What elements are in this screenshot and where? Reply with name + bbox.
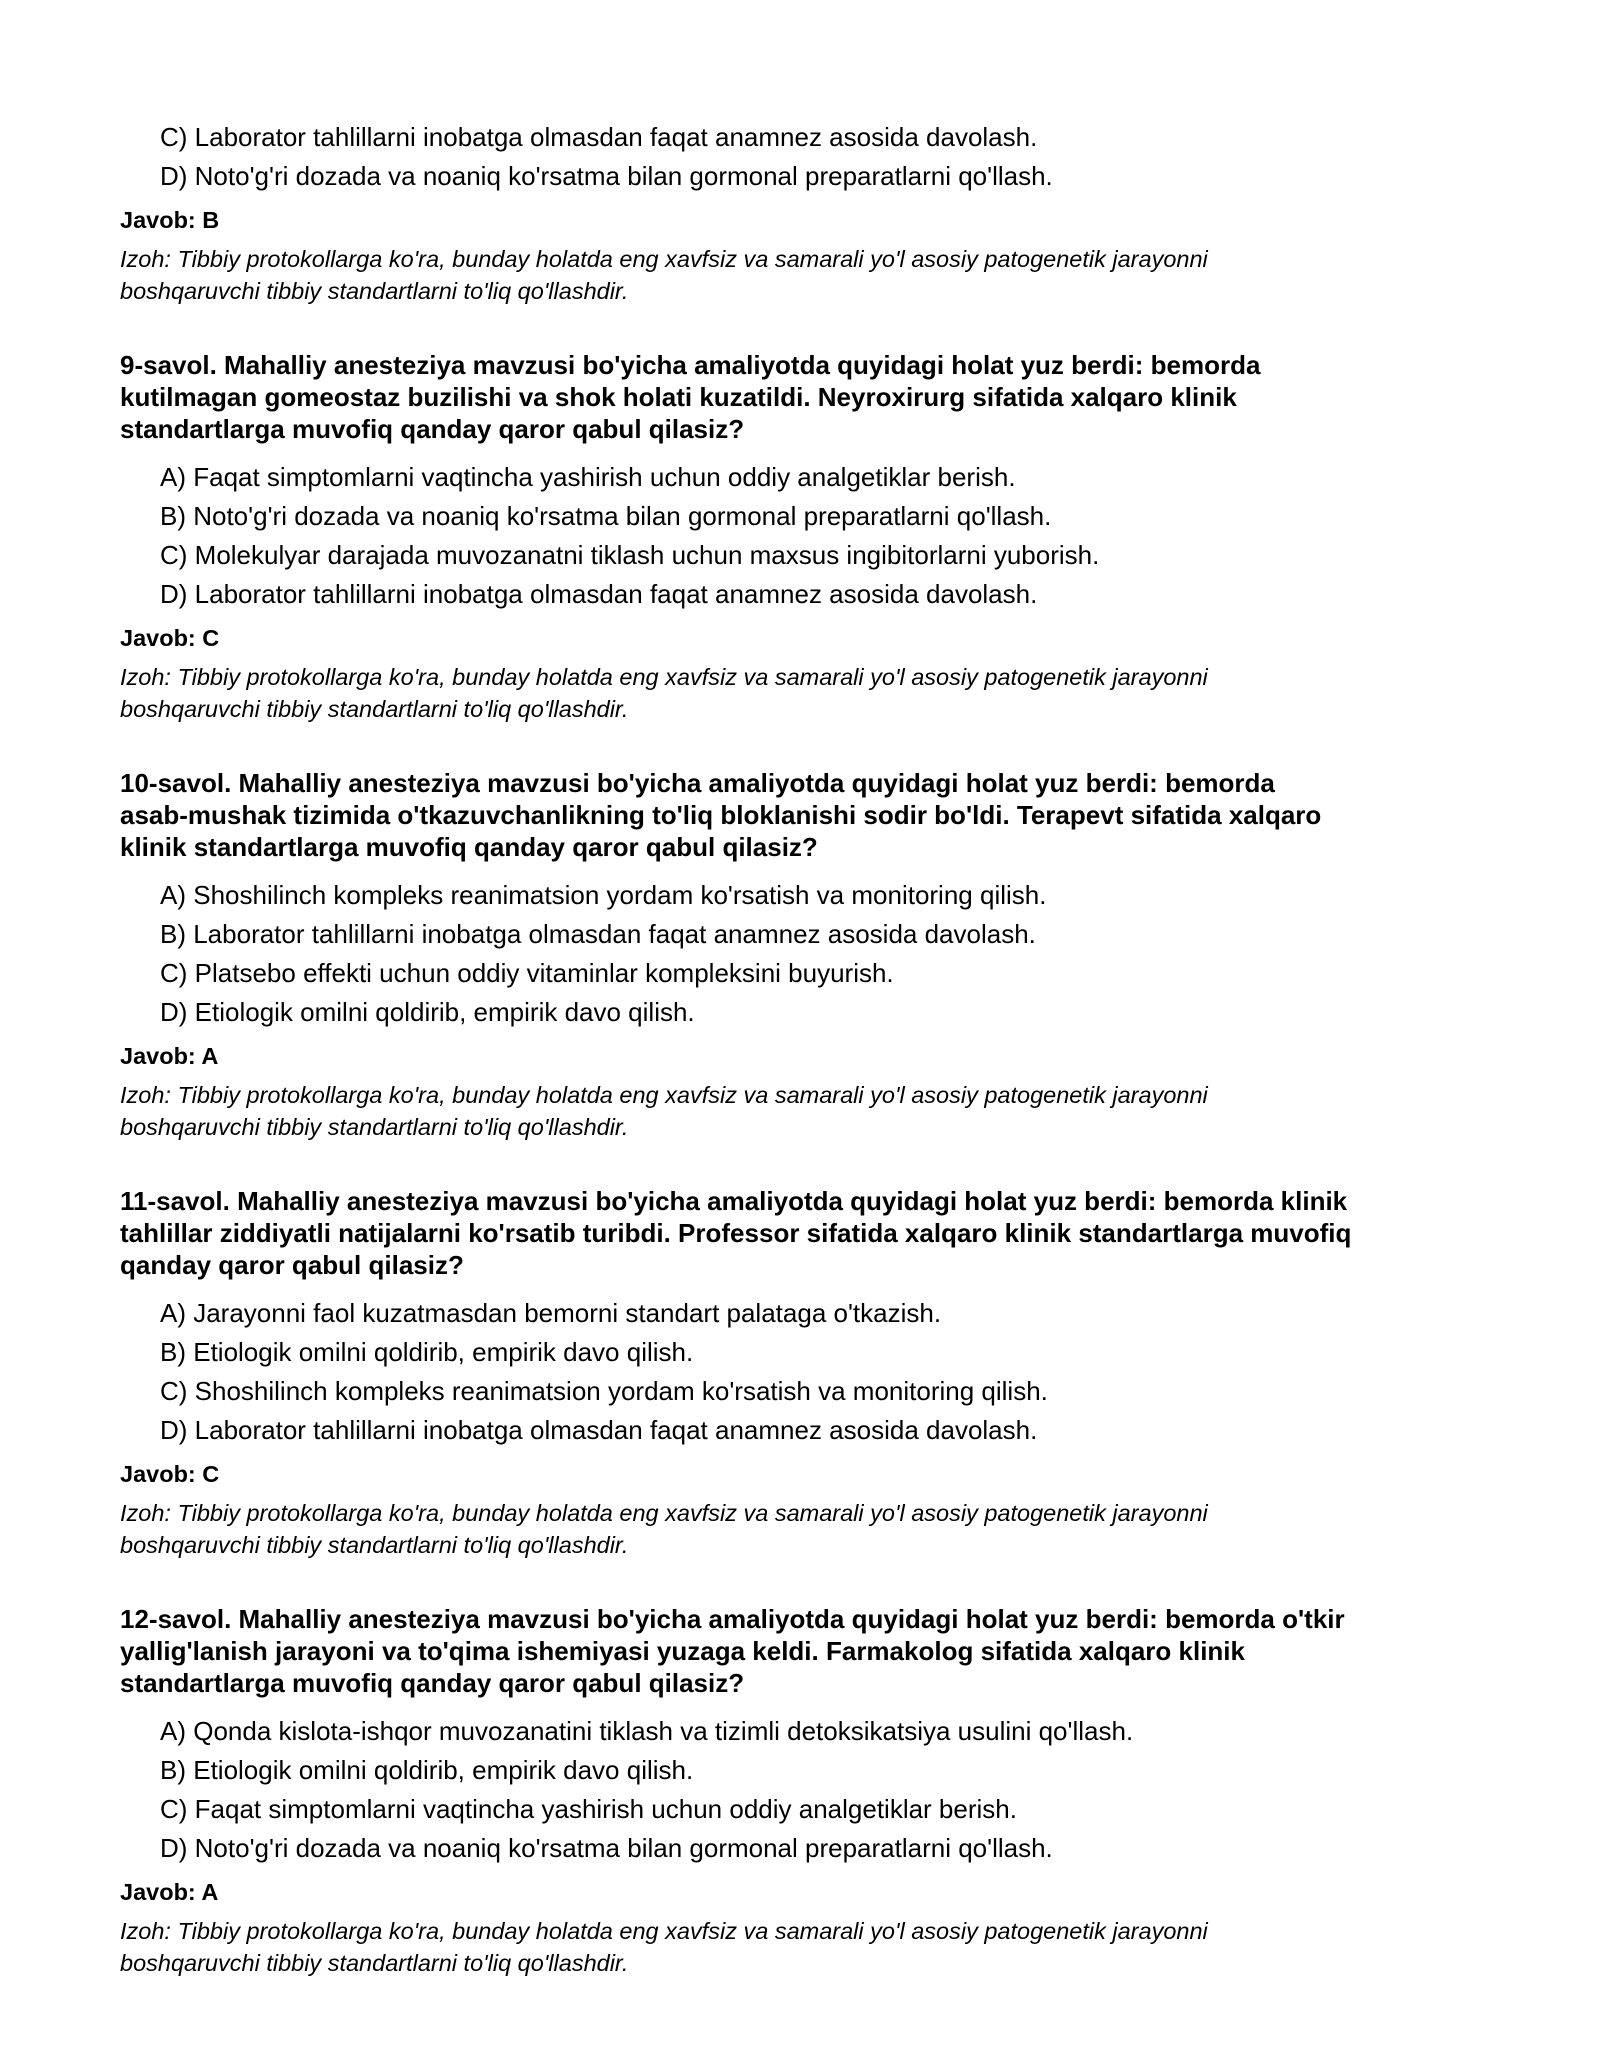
question-line: kutilmagan gomeostaz buzilishi va shok holati kuzatildi. Neyroxirurg sifatida xalqaro klinik	[120, 382, 1237, 412]
question-text	[120, 349, 1500, 445]
answer-option-b: B) Etiologik omilni qoldirib, empirik davo qilish.	[160, 1755, 694, 1785]
answer-option-c: C) Shoshilinch kompleks reanimatsion yordam ko'rsatish va monitoring qilish.	[160, 1376, 1048, 1406]
question-10	[120, 767, 1500, 1143]
answer-option-d: D) Etiologik omilni qoldirib, empirik davo qilish.	[160, 997, 695, 1027]
explanation-note	[120, 1915, 1500, 1979]
document-page	[120, 118, 1500, 1979]
answer-options	[120, 1712, 1500, 1868]
answer-option-c: C) Molekulyar darajada muvozanatni tiklash uchun maxsus ingibitorlarni yuborish.	[160, 540, 1100, 570]
explanation-line: Izoh: Tibbiy protokollarga ko'ra, bunday holatda eng xavfsiz va samarali yo'l asosiy patogenetik jarayonni	[120, 1500, 1208, 1526]
question-line: tahlillar ziddiyatli natijalarni ko'rsatib turibdi. Professor sifatida xalqaro klinik standartlarga muvofiq	[120, 1218, 1352, 1248]
answer-option-a: A) Shoshilinch kompleks reanimatsion yordam ko'rsatish va monitoring qilish.	[160, 880, 1047, 910]
answer-option-d: D) Laborator tahlillarni inobatga olmasdan faqat anamnez asosida davolash.	[160, 1415, 1038, 1445]
question-line: standartlarga muvofiq qanday qaror qabul qilasiz?	[120, 414, 745, 444]
answer-key: Javob: A	[120, 1043, 219, 1069]
explanation-note	[120, 661, 1500, 725]
explanation-line: boshqaruvchi tibbiy standartlarni to'liq qo'llashdir.	[120, 1114, 629, 1140]
explanation-note	[120, 243, 1500, 307]
answer-option-c: C) Platsebo effekti uchun oddiy vitaminlar kompleksini buyurish.	[160, 958, 894, 988]
question-11	[120, 1185, 1500, 1561]
question-line: 11-savol. Mahalliy anesteziya mavzusi bo'yicha amaliyotda quyidagi holat yuz berdi: bemorda klinik	[120, 1186, 1348, 1216]
answer-key: Javob: A	[120, 1879, 219, 1905]
question-8-continuation	[120, 118, 1500, 307]
answer-option-a: A) Qonda kislota-ishqor muvozanatini tiklash va tizimli detoksikatsiya usulini qo'llash.	[160, 1716, 1134, 1746]
answer-options	[120, 118, 1500, 196]
question-12	[120, 1603, 1500, 1979]
question-line: klinik standartlarga muvofiq qanday qaror qabul qilasiz?	[120, 832, 818, 862]
answer-option-a: A) Faqat simptomlarni vaqtincha yashirish uchun oddiy analgetiklar berish.	[160, 462, 1016, 492]
question-line: 12-savol. Mahalliy anesteziya mavzusi bo'yicha amaliyotda quyidagi holat yuz berdi: bemorda o'tkir	[120, 1604, 1345, 1634]
answer-options	[120, 876, 1500, 1032]
question-line: 9-savol. Mahalliy anesteziya mavzusi bo'yicha amaliyotda quyidagi holat yuz berdi: bemorda	[120, 350, 1261, 380]
explanation-line: boshqaruvchi tibbiy standartlarni to'liq qo'llashdir.	[120, 1532, 629, 1558]
answer-options	[120, 458, 1500, 614]
answer-key: Javob: B	[120, 207, 220, 233]
question-text	[120, 1185, 1500, 1281]
answer-option-d: D) Laborator tahlillarni inobatga olmasdan faqat anamnez asosida davolash.	[160, 579, 1038, 609]
answer-option-a: A) Jarayonni faol kuzatmasdan bemorni standart palataga o'tkazish.	[160, 1298, 942, 1328]
explanation-line: Izoh: Tibbiy protokollarga ko'ra, bunday holatda eng xavfsiz va samarali yo'l asosiy patogenetik jarayonni	[120, 1918, 1208, 1944]
question-line: asab-mushak tizimida o'tkazuvchanlikning to'liq bloklanishi sodir bo'ldi. Terapevt sifatida xalqaro	[120, 800, 1322, 830]
explanation-note	[120, 1497, 1500, 1561]
answer-option-c: C) Laborator tahlillarni inobatga olmasdan faqat anamnez asosida davolash.	[160, 122, 1038, 152]
answer-option-d: D) Noto'g'ri dozada va noaniq ko'rsatma bilan gormonal preparatlarni qo'llash.	[160, 1833, 1053, 1863]
answer-option-b: B) Laborator tahlillarni inobatga olmasdan faqat anamnez asosida davolash.	[160, 919, 1036, 949]
question-line: qanday qaror qabul qilasiz?	[120, 1250, 464, 1280]
answer-key: Javob: C	[120, 625, 220, 651]
answer-key: Javob: C	[120, 1461, 220, 1487]
explanation-note	[120, 1079, 1500, 1143]
question-line: standartlarga muvofiq qanday qaror qabul qilasiz?	[120, 1668, 745, 1698]
answer-option-d: D) Noto'g'ri dozada va noaniq ko'rsatma bilan gormonal preparatlarni qo'llash.	[160, 161, 1053, 191]
question-text	[120, 1603, 1500, 1699]
answer-options	[120, 1294, 1500, 1450]
question-9	[120, 349, 1500, 725]
explanation-line: Izoh: Tibbiy protokollarga ko'ra, bunday holatda eng xavfsiz va samarali yo'l asosiy patogenetik jarayonni	[120, 246, 1208, 272]
explanation-line: Izoh: Tibbiy protokollarga ko'ra, bunday holatda eng xavfsiz va samarali yo'l asosiy patogenetik jarayonni	[120, 664, 1208, 690]
answer-option-c: C) Faqat simptomlarni vaqtincha yashirish uchun oddiy analgetiklar berish.	[160, 1794, 1017, 1824]
explanation-line: boshqaruvchi tibbiy standartlarni to'liq qo'llashdir.	[120, 1950, 629, 1976]
question-text	[120, 767, 1500, 863]
explanation-line: boshqaruvchi tibbiy standartlarni to'liq qo'llashdir.	[120, 278, 629, 304]
answer-option-b: B) Noto'g'ri dozada va noaniq ko'rsatma bilan gormonal preparatlarni qo'llash.	[160, 501, 1052, 531]
answer-option-b: B) Etiologik omilni qoldirib, empirik davo qilish.	[160, 1337, 694, 1367]
question-line: 10-savol. Mahalliy anesteziya mavzusi bo'yicha amaliyotda quyidagi holat yuz berdi: bemorda	[120, 768, 1275, 798]
question-line: yallig'lanish jarayoni va to'qima ishemiyasi yuzaga keldi. Farmakolog sifatida xalqaro klinik	[120, 1636, 1245, 1666]
explanation-line: Izoh: Tibbiy protokollarga ko'ra, bunday holatda eng xavfsiz va samarali yo'l asosiy patogenetik jarayonni	[120, 1082, 1208, 1108]
explanation-line: boshqaruvchi tibbiy standartlarni to'liq qo'llashdir.	[120, 696, 629, 722]
